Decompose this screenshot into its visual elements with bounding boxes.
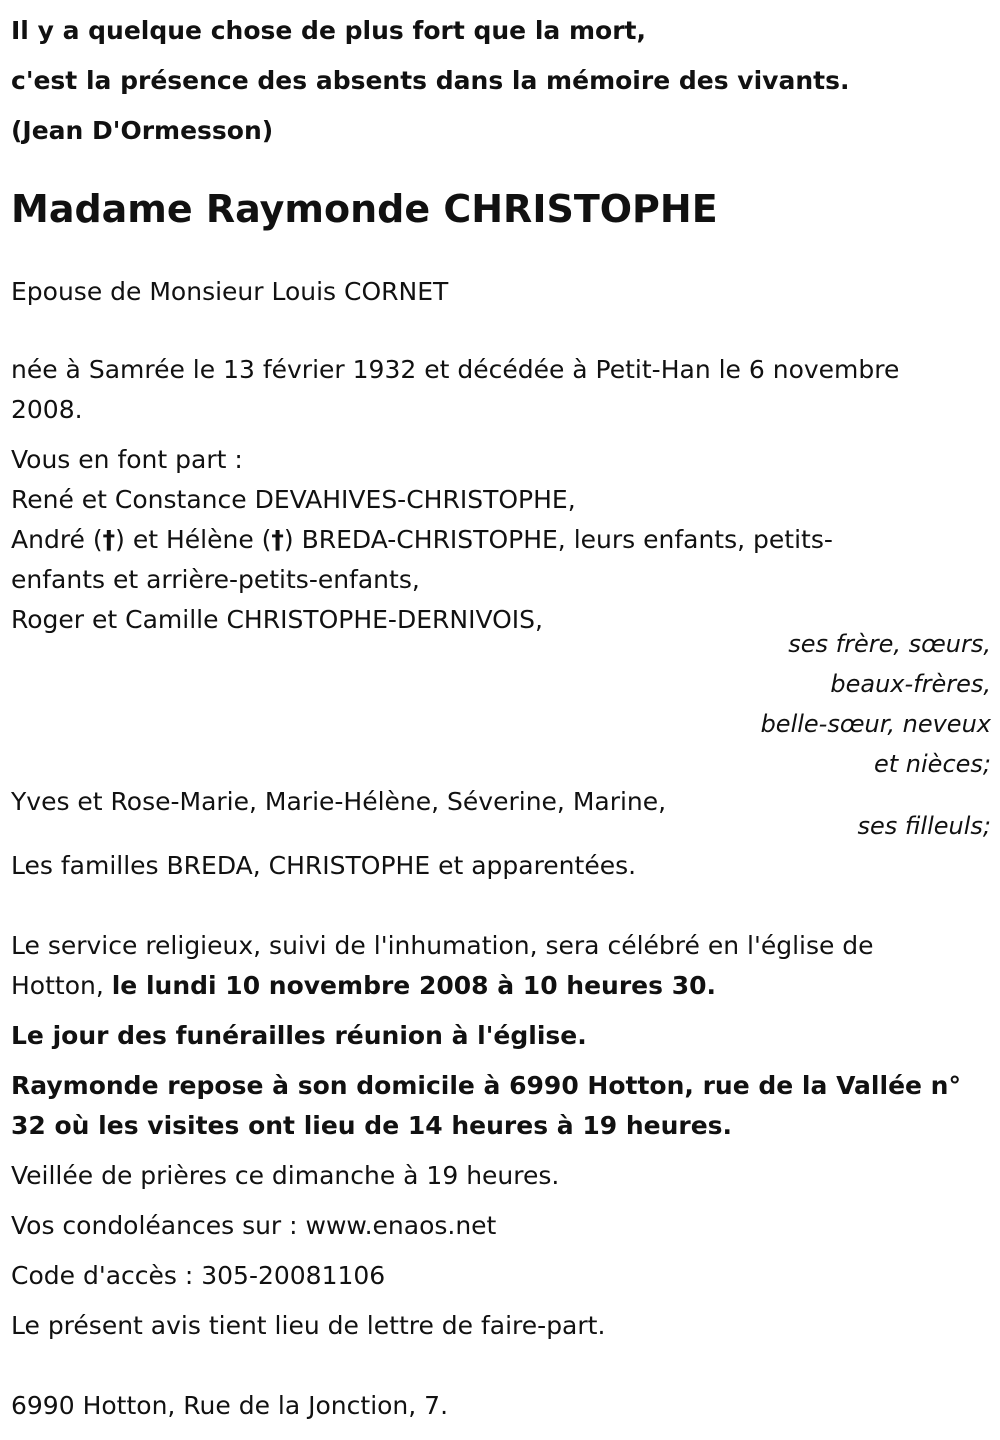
- deceased-name: Madame Raymonde CHRISTOPHE: [11, 187, 718, 231]
- family-line-2-part-c: ) BREDA-CHRISTOPHE, leurs enfants, petits-enfants et arrière-petits-enfants,: [11, 525, 833, 594]
- family-intro: Vous en font part :: [11, 445, 243, 474]
- address-line: 6990 Hotton, Rue de la Jonction, 7.: [11, 1391, 449, 1420]
- family-line-3: Roger et Camille CHRISTOPHE-DERNIVOIS,: [11, 605, 543, 634]
- relation-line: belle-sœur, neveux: [760, 710, 991, 738]
- relation-siblings: [11, 624, 991, 784]
- family-line-2-part-b: ) et Hélène (: [115, 525, 272, 554]
- meeting-line: Le jour des funérailles réunion à l'église.: [11, 1021, 587, 1050]
- spouse-line: Epouse de Monsieur Louis CORNET: [11, 277, 449, 306]
- quote-line-1: Il y a quelque chose de plus fort que la mort,: [11, 16, 646, 45]
- family-line-1: René et Constance DEVAHIVES-CHRISTOPHE,: [11, 485, 576, 514]
- family-line-5: Les familles BREDA, CHRISTOPHE et apparentées.: [11, 851, 637, 880]
- relation-godchildren: ses filleuls;: [857, 812, 991, 840]
- notice-line: Le présent avis tient lieu de lettre de faire-part.: [11, 1311, 606, 1340]
- cross-icon: †: [102, 525, 116, 554]
- quote-author: (Jean D'Ormesson): [11, 116, 274, 145]
- family-line-2: [11, 520, 921, 600]
- condolences-line: Vos condoléances sur : www.enaos.net: [11, 1211, 497, 1240]
- repose-line: Raymonde repose à son domicile à 6990 Hotton, rue de la Vallée n° 32 où les visites ont lieu de 14 heures à 19 heures.: [11, 1071, 961, 1140]
- birth-death-line: née à Samrée le 13 février 1932 et décédée à Petit-Han le 6 novembre 2008.: [11, 355, 900, 424]
- service-text: [11, 926, 941, 1006]
- quote-line-2: c'est la présence des absents dans la mémoire des vivants.: [11, 66, 850, 95]
- family-line-4: Yves et Rose-Marie, Marie-Hélène, Séverine, Marine,: [11, 787, 667, 816]
- cross-icon: †: [271, 525, 284, 554]
- relation-line: beaux-frères,: [830, 670, 991, 698]
- vigil-line: Veillée de prières ce dimanche à 19 heures.: [11, 1161, 560, 1190]
- relation-line: ses frère, sœurs,: [788, 630, 991, 658]
- service-date: le lundi 10 novembre 2008 à 10 heures 30.: [111, 971, 717, 1000]
- obituary-notice: [11, 6, 991, 1426]
- relation-line: et nièces;: [874, 750, 991, 778]
- access-code-line: Code d'accès : 305-20081106: [11, 1261, 386, 1290]
- service-text-main: Le service religieux, suivi de l'inhumation, sera célébré en l'église de Hotton,: [11, 931, 874, 1000]
- family-line-2-part-a: André (: [11, 525, 103, 554]
